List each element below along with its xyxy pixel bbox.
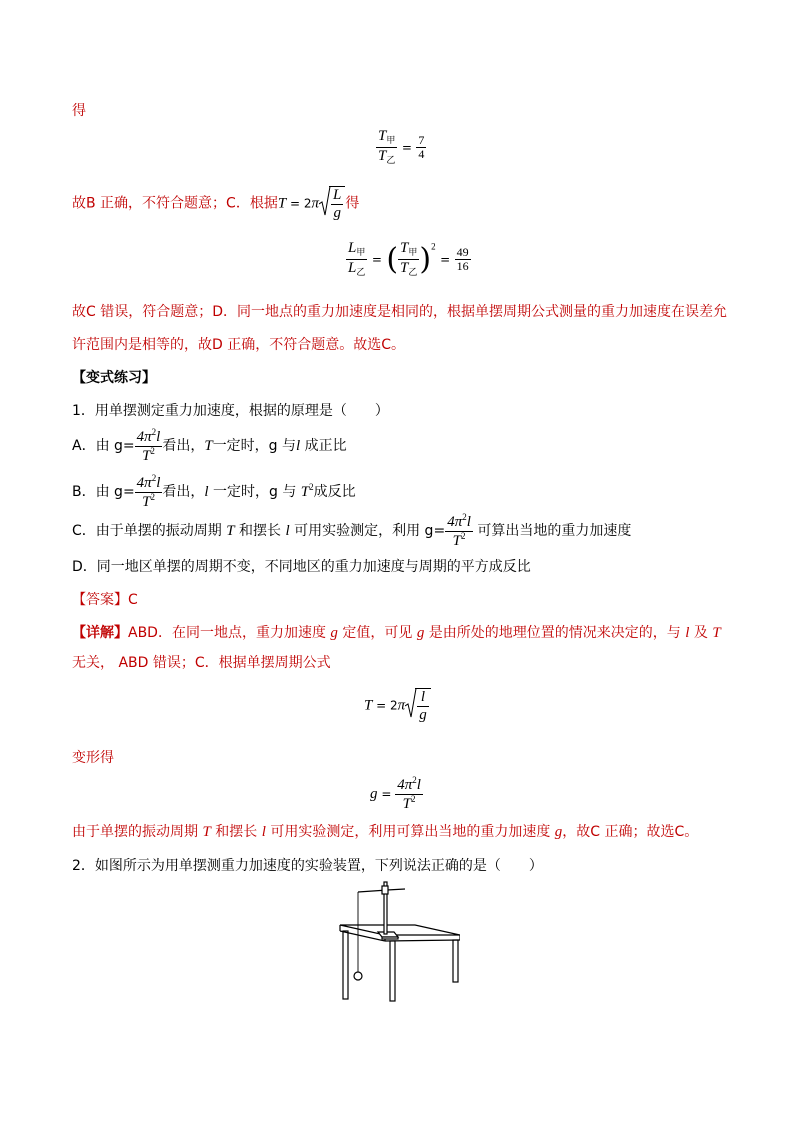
equation-period-formula: T = 2π $\frac{l}{g}$ [364,688,431,723]
text-option-c-wrong-2: 许范围内是相等的，故D 正确，不符合题意。故选C。 [72,337,406,353]
text-bianxing: 变形得 [72,750,114,766]
pendulum-apparatus-figure [330,880,460,1005]
option-a: A．由 g= $\frac{4\pi^2l}{T^2}$ 看出，T一定时，g 与l 成正比 [72,427,347,464]
text-de: 得 [72,103,86,119]
conclusion: 由于单摆的振动周期 T 和摆长 l 可用实验测定，利用可算出当地的重力加速度 g，故C 正确；故选C。 [72,824,699,840]
detail-line-2: 无关， ABD 错误；C．根据单摆周期公式 [72,655,331,671]
text-option-c-wrong-1: 故C 错误，符合题意；D．同一地点的重力加速度是相同的，根据单摆周期公式测量的重力加速度在误差允 [72,304,728,320]
question-1: 1．用单摆测定重力加速度，根据的原理是（ ） [72,403,389,419]
option-d: D．同一地区单摆的周期不变，不同地区的重力加速度与周期的平方成反比 [72,559,531,575]
option-c: C．由于单摆的振动周期 T 和摆长 l 可用实验测定，利用 g= $\frac{4\pi^2l}{T^2}$ 可算出当地的重力加速度 [72,512,632,549]
option-b: B．由 g= $\frac{4\pi^2l}{T^2}$ 看出，l 一定时，g 与 $T^2$成反比 [72,473,356,510]
sqrt-l-over-g: $\frac{L}{g}$ [319,186,345,221]
section-title: 【变式练习】 [72,370,156,386]
text-option-b-correct: 故B 正确，不符合题意；C．根据T = 2π $\frac{L}{g}$ 得 [72,187,360,221]
equation-length-ratio: $\frac{L_甲}{L_乙}$ = ( $\frac{T_甲}{T_乙}$ )$^2$ = $\frac{49}{16}$ [348,240,469,278]
question-2: 2．如图所示为用单摆测重力加速度的实验装置，下列说法正确的是（ ） [72,858,543,874]
detail-line-1: 【详解】ABD．在同一地点，重力加速度 g 定值，可见 g 是由所处的地理位置的情况来决定的，与 l 及 T [72,625,721,641]
answer: 【答案】C [72,592,138,608]
equation-g-formula: g = $\frac{4\pi^2l}{T^2}$ [370,775,421,812]
equation-period-ratio: $\frac{T_甲}{T_乙}$ = $\frac{7}{4}$ [378,128,425,166]
